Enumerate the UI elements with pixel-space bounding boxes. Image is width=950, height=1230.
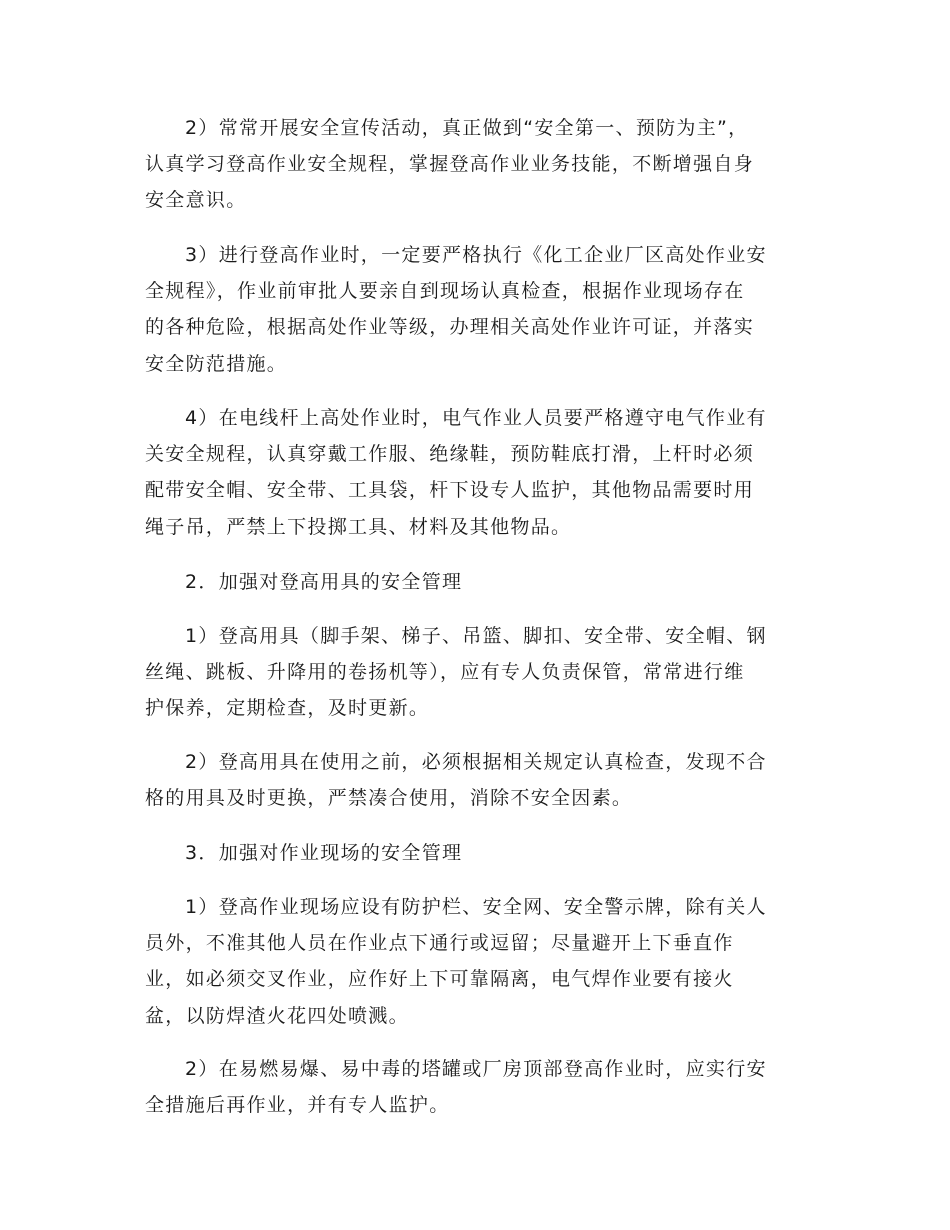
paragraph-line: 安全防范措施。 <box>145 352 288 375</box>
paragraph-line: 关安全规程，认真穿戴工作服、绝缘鞋，预防鞋底打滑，上杆时必须 <box>145 443 755 466</box>
paragraph-line: 配带安全帽、安全带、工具袋，杆下设专人监护，其他物品需要时用 <box>145 479 755 502</box>
paragraph-1 <box>145 110 810 219</box>
paragraph-line: 1）登高用具（脚手架、梯子、吊篮、脚扣、安全带、安全帽、钢 <box>185 625 767 647</box>
paragraph-line: 员外，不准其他人员在作业点下通行或逗留；尽量避开上下垂直作 <box>145 932 734 955</box>
paragraph-line: 1）登高作业现场应设有防护栏、安全网、安全警示牌，除有关人 <box>185 896 767 918</box>
paragraph-line: 的各种危险，根据高处作业等级，办理相关高处作业许可证，并落实 <box>145 316 755 339</box>
paragraph-line: 全措施后再作业，并有专人监护。 <box>145 1094 450 1117</box>
paragraph-line: 2）常常开展安全宣传活动，真正做到“安全第一、预防为主”， <box>185 117 749 139</box>
paragraph-5 <box>145 744 810 816</box>
paragraph-6 <box>145 889 810 1034</box>
paragraph-line: 3）进行登高作业时，一定要严格执行《化工企业厂区高处作业安 <box>185 244 767 266</box>
section-heading-3: 3．加强对作业现场的安全管理 <box>185 842 463 864</box>
paragraph-line: 丝绳、跳板、升降用的卷扬机等），应有专人负责保管，常常进行维 <box>145 661 745 684</box>
paragraph-line: 护保养，定期检查，及时更新。 <box>145 697 430 720</box>
paragraph-line: 安全意识。 <box>145 189 247 212</box>
paragraph-line: 4）在电线杆上高处作业时，电气作业人员要严格遵守电气作业有 <box>185 407 767 429</box>
paragraph-line: 2）登高用具在使用之前，必须根据相关规定认真检查，发现不合 <box>185 751 767 773</box>
paragraph-line: 2）在易燃易爆、易中毒的塔罐或厂房顶部登高作业时，应实行安 <box>185 1058 767 1080</box>
paragraph-line: 绳子吊，严禁上下投掷工具、材料及其他物品。 <box>145 515 572 538</box>
paragraph-line: 格的用具及时更换，严禁凑合使用，消除不安全因素。 <box>145 787 633 810</box>
paragraph-line: 全规程》，作业前审批人要亲自到现场认真检查，根据作业现场存在 <box>145 280 745 303</box>
paragraph-7 <box>145 1051 810 1123</box>
paragraph-4 <box>145 618 810 727</box>
paragraph-line: 认真学习登高作业安全规程，掌握登高作业业务技能，不断增强自身 <box>145 153 755 176</box>
paragraph-line: 业，如必须交叉作业，应作好上下可靠隔离，电气焊作业要有接火 <box>145 968 734 991</box>
paragraph-3 <box>145 400 810 545</box>
paragraph-line: 盆，以防焊渣火花四处喷溅。 <box>145 1004 409 1027</box>
section-heading-2: 2．加强对登高用具的安全管理 <box>185 571 463 593</box>
paragraph-2 <box>145 237 810 382</box>
